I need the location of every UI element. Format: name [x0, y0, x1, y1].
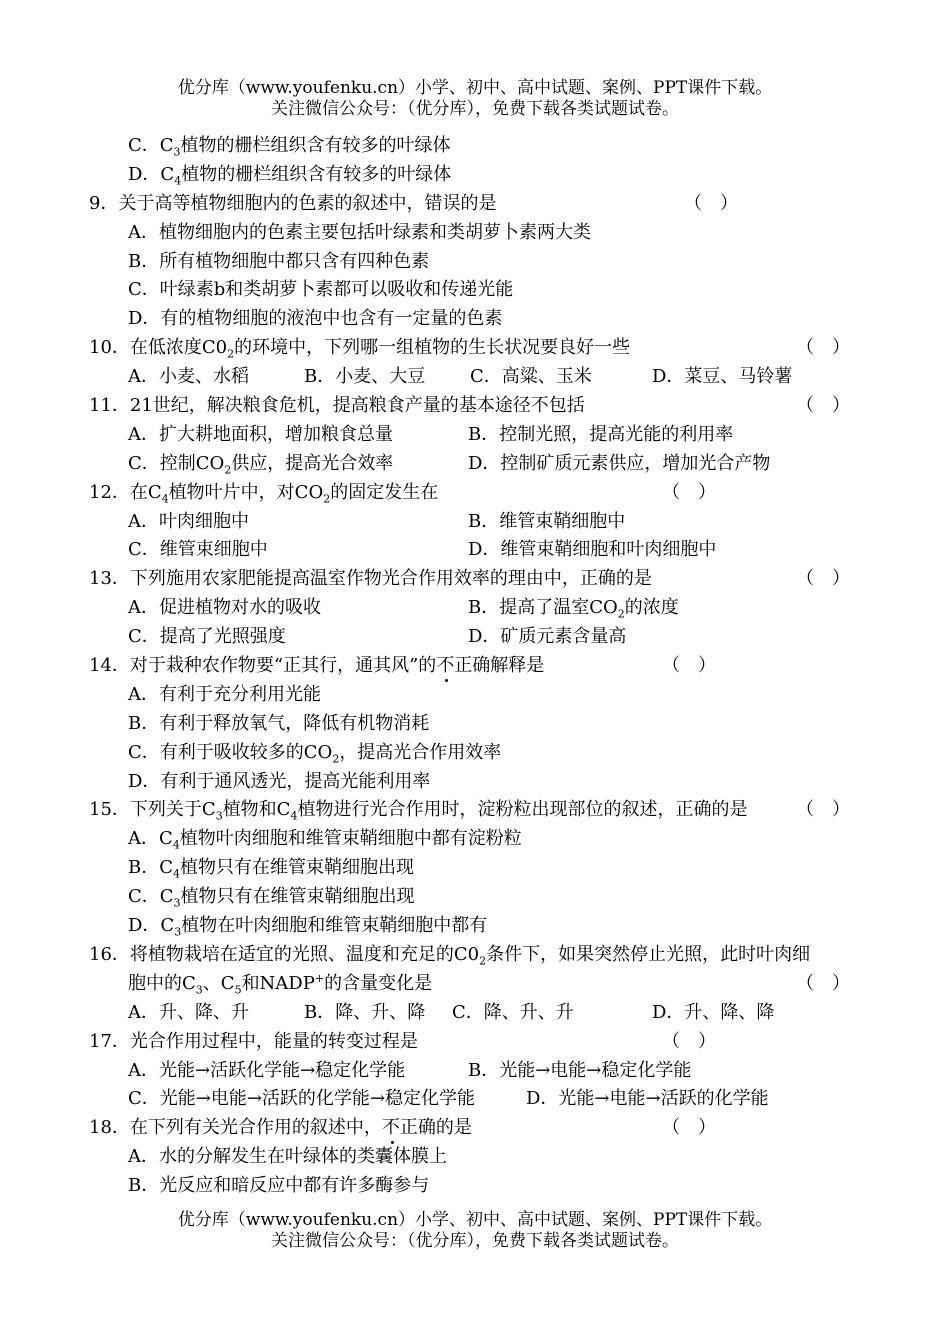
- q18-option-b: B．光反应和暗反应中都有许多酶参与: [128, 1175, 430, 1197]
- q15-option-d: D．$C_3$植物在叶肉细胞和维管束鞘细胞中都有: [128, 915, 488, 939]
- answer-bracket: （ ）: [684, 192, 738, 214]
- q17-option-d: D．光能→电能→活跃的化学能: [526, 1088, 769, 1110]
- q17-options-ab: [0, 1057, 950, 1086]
- footer-line-1: 优分库（www.youfenku.cn）小学、初中、高中试题、案例、PPT课件下载。: [177, 1210, 773, 1230]
- q12-option-d: D．维管束鞘细胞和叶肉细胞中: [468, 539, 717, 561]
- emphasis-dot: 不: [381, 1117, 400, 1139]
- q13-option-d: D．矿质元素含量高: [468, 626, 627, 648]
- page-footer: [0, 1210, 950, 1252]
- q16-option-c: C．降、升、升: [452, 1001, 574, 1023]
- q15-option-b: B．$C_4$植物只有在维管束鞘细胞出现: [128, 857, 414, 881]
- answer-bracket: （ ）: [796, 972, 850, 994]
- q11-option-d: D．控制矿质元素供应，增加光合产物: [468, 452, 771, 474]
- answer-bracket: （ ）: [662, 1117, 716, 1139]
- q11-options-cd: [0, 450, 950, 479]
- q10-option-a: A．小麦、水稻: [128, 366, 249, 388]
- q8-option-c: C．$C_3$植物的栅栏组织含有较多的叶绿体: [128, 135, 451, 159]
- q14-option-a: A．有利于充分利用光能: [128, 683, 321, 705]
- q12-options-ab: [0, 508, 950, 537]
- q16-option-b: B．降、升、降: [304, 1001, 426, 1023]
- q9-stem: 9．关于高等植物细胞内的色素的叙述中，错误的是 （ ）: [0, 190, 950, 219]
- q10-stem: 10．在低浓度$C0_2$的环境中，下列哪一组植物的生长状况要良好一些 （ ）: [0, 334, 950, 363]
- q16-options: [0, 999, 950, 1028]
- q13-options-ab: [0, 594, 950, 623]
- answer-bracket: （ ）: [662, 1030, 716, 1052]
- footer-line-2: 关注微信公众号：（优分库），免费下载各类试题试卷。: [271, 1231, 679, 1251]
- q16-stem-line-1: 16．将植物栽培在适宜的光照、温度和充足的$C0_2$条件下，如果突然停止光照，此时叶肉细: [89, 943, 811, 968]
- answer-bracket: （ ）: [796, 568, 850, 590]
- q18-option-a: A．水的分解发生在叶绿体的类囊体膜上: [128, 1146, 447, 1168]
- answer-bracket: （ ）: [796, 337, 850, 359]
- q13-option-c: C．提高了光照强度: [128, 626, 286, 648]
- q9-option-c: C．叶绿素b和类胡萝卜素都可以吸收和传递光能: [128, 279, 514, 301]
- q18-stem: 18．在下列有关光合作用的叙述中，不正确的是 （ ）: [0, 1114, 950, 1143]
- q8-option-d: D．$C_4$植物的栅栏组织含有较多的叶绿体: [128, 163, 452, 188]
- answer-bracket: （ ）: [796, 395, 850, 417]
- q17-option-c: C．光能→电能→活跃的化学能→稳定化学能: [128, 1088, 476, 1110]
- q10-options: [0, 363, 950, 392]
- q10-option-c: C．高粱、玉米: [470, 366, 592, 388]
- header-line-2: 关注微信公众号：（优分库），免费下载各类试题试卷。: [271, 99, 679, 119]
- q17-option-b: B．光能→电能→稳定化学能: [468, 1059, 692, 1081]
- q12-option-b: B．维管束鞘细胞中: [468, 510, 626, 532]
- q13-stem: 13．下列施用农家肥能提高温室作物光合作用效率的理由中，正确的是 （ ）: [0, 565, 950, 594]
- q17-option-a: A．光能→活跃化学能→稳定化学能: [128, 1059, 406, 1081]
- q14-option-d: D．有利于通风透光，提高光能利用率: [128, 770, 431, 792]
- q16-option-d: D．升、降、降: [652, 1001, 775, 1023]
- page-header: [0, 78, 950, 120]
- q9-option-d: D．有的植物细胞的液泡中也含有一定量的色素: [128, 308, 503, 330]
- answer-bracket: （ ）: [662, 655, 716, 677]
- q9-option-b: B．所有植物细胞中都只含有四种色素: [128, 250, 430, 272]
- answer-bracket: （ ）: [662, 481, 716, 503]
- q11-stem: 11．21世纪，解决粮食危机，提高粮食产量的基本途径不包括 （ ）: [0, 392, 950, 421]
- q11-options-ab: [0, 421, 950, 450]
- q16-stem-line-2: 胞中的$C_3$、$C_5$和NADP+的含量变化是 （ ）: [0, 970, 950, 999]
- header-line-1: 优分库（www.youfenku.cn）小学、初中、高中试题、案例、PPT课件下载。: [177, 78, 773, 98]
- q14-stem: 14．对于栽种农作物要“正其行，通其风”的不正确解释是 （ ）: [0, 652, 950, 681]
- q15-stem: 15．下列关于$C_3$植物和$C_4$植物进行光合作用时，淀粉粒出现部位的叙述，正确的是 （ ）: [0, 796, 950, 825]
- q14-option-c: C．有利于吸收较多的$CO_2$，提高光合作用效率: [128, 741, 502, 766]
- question-list: [0, 132, 950, 1201]
- q12-option-a: A．叶肉细胞中: [128, 510, 249, 532]
- q17-options-cd: [0, 1085, 950, 1114]
- q15-option-a: A．$C_4$植物叶肉细胞和维管束鞘细胞中都有淀粉粒: [128, 828, 522, 852]
- q12-option-c: C．维管束细胞中: [128, 539, 268, 561]
- q13-option-a: A．促进植物对水的吸收: [128, 597, 321, 619]
- q12-options-cd: [0, 536, 950, 565]
- q14-option-b: B．有利于释放氧气，降低有机物消耗: [128, 712, 430, 734]
- q11-option-a: A．扩大耕地面积，增加粮食总量: [128, 423, 393, 445]
- answer-bracket: （ ）: [796, 799, 850, 821]
- q10-option-d: D．菜豆、马铃薯: [652, 366, 793, 388]
- q13-options-cd: [0, 623, 950, 652]
- q9-option-a: A．植物细胞内的色素主要包括叶绿素和类胡萝卜素两大类: [128, 221, 591, 243]
- q11-option-c: C．控制$CO_2$供应，提高光合效率: [128, 452, 394, 477]
- q11-option-b: B．控制光照，提高光能的利用率: [468, 423, 734, 445]
- q13-option-b: B．提高了温室$CO_2$的浓度: [468, 597, 679, 621]
- q16-option-a: A．升、降、升: [128, 1001, 249, 1023]
- emphasis-dot: 不: [436, 655, 455, 677]
- q12-stem: 12．在$C_4$植物叶片中，对$CO_2$的固定发生在 （ ）: [0, 479, 950, 508]
- q10-option-b: B．小麦、大豆: [304, 366, 426, 388]
- q17-stem: 17．光合作用过程中，能量的转变过程是 （ ）: [0, 1028, 950, 1057]
- q15-option-c: C．$C_3$植物只有在维管束鞘细胞出现: [128, 886, 415, 910]
